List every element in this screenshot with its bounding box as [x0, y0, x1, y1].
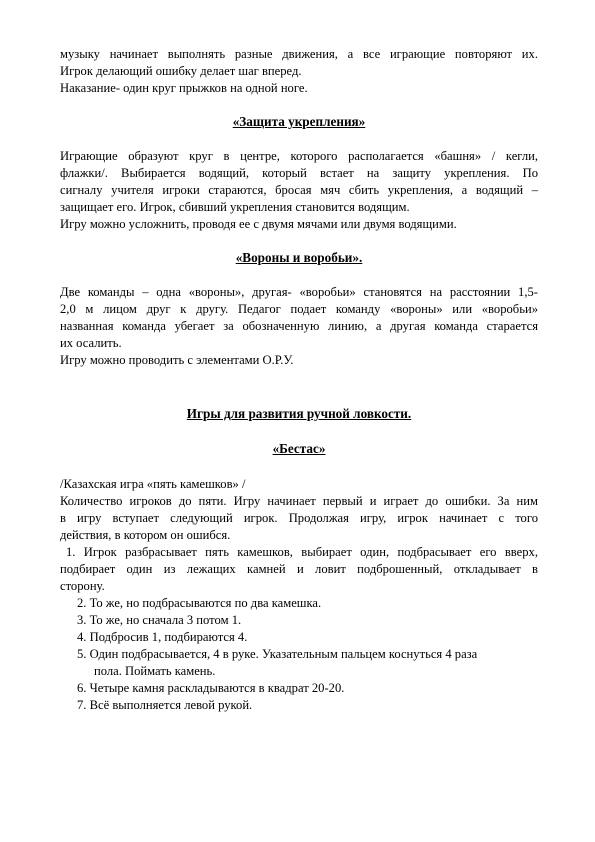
- step-line: 1. Игрок разбрасывает пять камешков, выбирает один, подбрасывает его вверх,: [66, 545, 538, 559]
- bestas-steps-list: [60, 595, 538, 714]
- intro-line: музыку начинает выполнять разные движения, а все играющие повторяют их.: [60, 47, 538, 61]
- crows-line: Две команды – одна «вороны», другая- «воробьи» становятся на расстоянии 1,5-: [60, 285, 538, 299]
- bestas-line: /Казахская игра «пять камешков» /: [60, 477, 246, 491]
- list-item: 2. То же, но подбрасываются по два камешка.: [77, 596, 322, 610]
- fortress-paragraph: [60, 148, 538, 233]
- fortress-line: Игру можно усложнить, проводя ее с двумя мячами или двумя водящими.: [60, 217, 457, 231]
- bestas-line: в игру вступает следующий игрок. Продолжая игру, игрок начинает с того: [60, 511, 538, 525]
- step-line: подбирает один из лежащих камней и ловит подброшенный, откладывает в: [60, 562, 538, 576]
- fortress-line: защищает его. Игрок, сбивший укрепления становится водящим.: [60, 200, 410, 214]
- game-title-bestas: «Бестас»: [272, 441, 326, 456]
- fortress-line: флажки/. Выбирается водящий, который встает на защиту укрепления. По: [60, 166, 538, 180]
- intro-paragraph: [60, 46, 538, 97]
- crows-paragraph: [60, 284, 538, 369]
- document-page: [60, 46, 538, 714]
- game-title-fortress: «Защита укрепления»: [232, 114, 366, 129]
- bestas-line: Количество игроков до пяти. Игру начинает первый и играет до ошибки. За ним: [60, 494, 538, 508]
- fortress-line: сигналу учителя игроки стараются, бросая мяч сбить укрепления, а водящий –: [60, 183, 538, 197]
- list-item: 7. Всё выполняется левой рукой.: [77, 698, 253, 712]
- list-item: 5. Один подбрасывается, 4 в руке. Указательным пальцем коснуться 4 раза: [77, 647, 478, 661]
- section-title: Игры для развития ручной ловкости.: [186, 406, 412, 421]
- bestas-step-1: [60, 544, 538, 595]
- step-line: сторону.: [60, 579, 105, 593]
- list-item: 4. Подбросив 1, подбираются 4.: [77, 630, 248, 644]
- crows-line: их осалить.: [60, 336, 122, 350]
- bestas-line: действия, в котором он ошибся.: [60, 528, 231, 542]
- game-title-crows: «Вороны и воробьи».: [235, 250, 363, 265]
- crows-line: Игру можно проводить с элементами О.Р.У.: [60, 353, 294, 367]
- list-item-continuation: пола. Поймать камень.: [94, 664, 216, 678]
- fortress-line: Играющие образуют круг в центре, которого располагается «башня» / кегли,: [60, 149, 538, 163]
- intro-line: Игрок делающий ошибку делает шаг вперед.: [60, 64, 302, 78]
- list-item: 3. То же, но сначала 3 потом 1.: [77, 613, 242, 627]
- crows-line: названная команда убегает за обозначенную линию, а другая команда старается: [60, 319, 538, 333]
- intro-line: Наказание- один круг прыжков на одной ноге.: [60, 81, 308, 95]
- crows-line: 2,0 м лицом друг к другу. Педагог подает команду «вороны» или «воробьи»: [60, 302, 538, 316]
- list-item: 6. Четыре камня раскладываются в квадрат 20-20.: [77, 681, 345, 695]
- bestas-paragraph: [60, 476, 538, 544]
